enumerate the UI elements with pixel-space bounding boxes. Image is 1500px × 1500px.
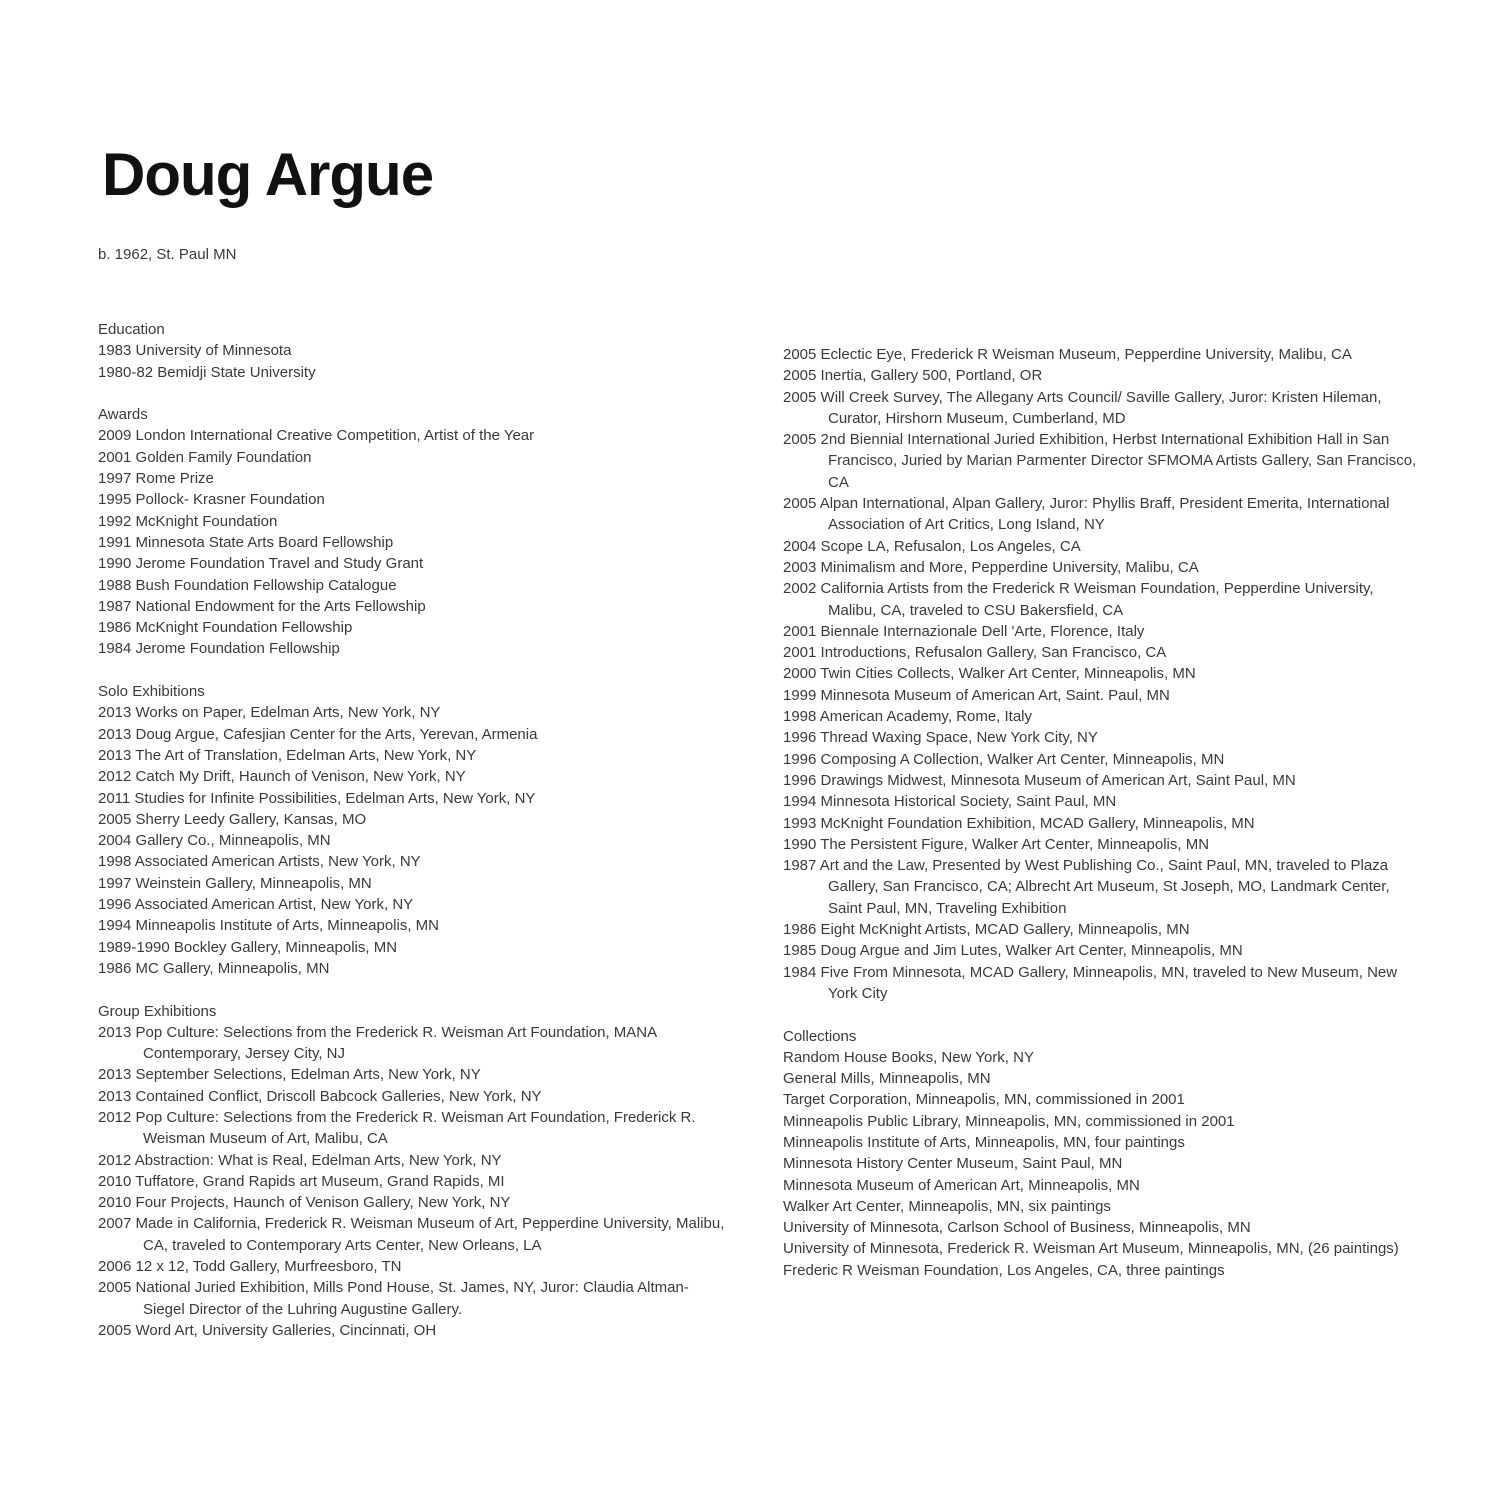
solo-exhibition-item: 1994 Minneapolis Institute of Arts, Minneapolis, MN [98, 917, 440, 935]
group-exhibition-item: 1996 Composing A Collection, Walker Art Center, Minneapolis, MN [783, 750, 1225, 768]
group-exhibition-item: 2006 12 x 12, Todd Gallery, Murfreesboro, TN [98, 1258, 402, 1276]
award-item: 1987 National Endowment for the Arts Fellowship [98, 597, 426, 615]
award-item: 1992 McKnight Foundation [98, 512, 278, 530]
group-exhibition-item: 2005 Alpan International, Alpan Gallery, Juror: Phyllis Braff, President Emerita, International Association of Art Critics, Long Island, NY [783, 495, 1390, 534]
award-item: 1995 Pollock- Krasner Foundation [98, 491, 325, 509]
group-exhibition-item: 2005 Will Creek Survey, The Allegany Arts Council/ Saville Gallery, Juror: Kristen Hileman, Curator, Hirshorn Museum, Cumberland, MD [783, 388, 1382, 427]
group-exhibition-item: 2005 Inertia, Gallery 500, Portland, OR [783, 367, 1043, 385]
solo-exhibitions-heading: Solo Exhibitions [98, 683, 205, 701]
page-title: Doug Argue [102, 141, 434, 208]
group-exhibition-item: 1984 Five From Minnesota, MCAD Gallery, Minneapolis, MN, traveled to New Museum, New York City [783, 963, 1398, 1002]
group-exhibition-item: 2012 Abstraction: What is Real, Edelman Arts, New York, NY [98, 1151, 502, 1169]
award-item: 1990 Jerome Foundation Travel and Study Grant [98, 555, 424, 573]
award-item: 1997 Rome Prize [98, 470, 214, 488]
group-exhibition-item: 1993 McKnight Foundation Exhibition, MCAD Gallery, Minneapolis, MN [783, 814, 1255, 832]
group-exhibitions-continued [783, 344, 1423, 1004]
group-exhibition-item: 2000 Twin Cities Collects, Walker Art Center, Minneapolis, MN [783, 665, 1196, 683]
group-exhibition-item: 1999 Minnesota Museum of American Art, Saint. Paul, MN [783, 686, 1170, 704]
collection-item: University of Minnesota, Frederick R. Weisman Art Museum, Minneapolis, MN, (26 paintings) [783, 1240, 1399, 1258]
solo-exhibition-item: 2012 Catch My Drift, Haunch of Venison, New York, NY [98, 768, 466, 786]
group-exhibition-item: 1987 Art and the Law, Presented by West Publishing Co., Saint Paul, MN, traveled to Plaza Gallery, San Francisco, CA; Albrecht Art Museum, St Joseph, MO, Landmark Center, Saint Paul, MN, Traveling Exhibition [783, 857, 1390, 917]
awards-section [98, 404, 728, 660]
solo-exhibition-item: 2011 Studies for Infinite Possibilities, Edelman Arts, New York, NY [98, 789, 536, 807]
group-exhibition-item: 2005 Eclectic Eye, Frederick R Weisman Museum, Pepperdine University, Malibu, CA [783, 346, 1352, 363]
left-column [98, 319, 728, 1341]
right-column [783, 344, 1423, 1281]
award-item: 2009 London International Creative Competition, Artist of the Year [98, 427, 535, 445]
solo-exhibition-item: 1996 Associated American Artist, New York, NY [98, 896, 414, 914]
group-exhibition-item: 2012 Pop Culture: Selections from the Frederick R. Weisman Art Foundation, Frederick R. Weisman Museum of Art, Malibu, CA [98, 1108, 696, 1148]
birth-info: b. 1962, St. Paul MN [98, 246, 237, 263]
group-exhibition-item: 2004 Scope LA, Refusalon, Los Angeles, CA [783, 537, 1081, 555]
collection-item: Minnesota Museum of American Art, Minneapolis, MN [783, 1176, 1140, 1194]
group-exhibition-item: 2013 Pop Culture: Selections from the Frederick R. Weisman Art Foundation, MANA Contemporary, Jersey City, NJ [98, 1023, 657, 1063]
group-exhibitions-section [98, 1001, 728, 1342]
collection-item: Minneapolis Institute of Arts, Minneapolis, MN, four paintings [783, 1133, 1185, 1151]
group-exhibition-item: 2005 National Juried Exhibition, Mills Pond House, St. James, NY, Juror: Claudia Altman-Siegel Director of the Luhring Augustine Gallery. [98, 1279, 689, 1318]
group-exhibition-item: 1996 Drawings Midwest, Minnesota Museum of American Art, Saint Paul, MN [783, 771, 1296, 789]
awards-heading: Awards [98, 406, 148, 424]
group-exhibition-item: 1994 Minnesota Historical Society, Saint Paul, MN [783, 793, 1117, 811]
collections-heading: Collections [783, 1027, 857, 1045]
award-item: 1991 Minnesota State Arts Board Fellowship [98, 533, 394, 551]
group-exhibition-item: 2005 2nd Biennial International Juried Exhibition, Herbst International Exhibition Hall in San Francisco, Juried by Marian Parmenter Director SFMOMA Artists Gallery, San Francisco, CA [783, 431, 1417, 491]
group-exhibition-item: 2013 September Selections, Edelman Arts, New York, NY [98, 1066, 481, 1084]
award-item: 1988 Bush Foundation Fellowship Catalogue [98, 576, 397, 594]
group-exhibitions-heading: Group Exhibitions [98, 1002, 217, 1020]
collection-item: General Mills, Minneapolis, MN [783, 1070, 991, 1088]
group-exhibition-item: 2010 Tuffatore, Grand Rapids art Museum, Grand Rapids, MI [98, 1172, 505, 1190]
solo-exhibition-item: 1986 MC Gallery, Minneapolis, MN [98, 959, 330, 977]
group-exhibition-item: 1986 Eight McKnight Artists, MCAD Gallery, Minneapolis, MN [783, 921, 1190, 939]
collection-item: Minnesota History Center Museum, Saint Paul, MN [783, 1155, 1123, 1173]
solo-exhibition-item: 2004 Gallery Co., Minneapolis, MN [98, 832, 331, 850]
collections-section [783, 1026, 1423, 1282]
award-item: 1984 Jerome Foundation Fellowship [98, 640, 340, 658]
collection-item: Walker Art Center, Minneapolis, MN, six paintings [783, 1197, 1111, 1215]
education-section [98, 319, 728, 383]
group-exhibition-item: 1996 Thread Waxing Space, New York City, NY [783, 729, 1098, 747]
group-exhibition-item: 1998 American Academy, Rome, Italy [783, 708, 1033, 726]
group-exhibition-item: 2005 Word Art, University Galleries, Cincinnati, OH [98, 1321, 437, 1339]
award-item: 1986 McKnight Foundation Fellowship [98, 619, 353, 637]
group-exhibition-item: 2013 Contained Conflict, Driscoll Babcock Galleries, New York, NY [98, 1087, 542, 1105]
solo-exhibition-item: 2013 Works on Paper, Edelman Arts, New York, NY [98, 704, 441, 722]
collections-list [783, 1047, 1423, 1281]
solo-exhibition-item: 2013 The Art of Translation, Edelman Arts, New York, NY [98, 746, 477, 764]
collection-item: Frederic R Weisman Foundation, Los Angeles, CA, three paintings [783, 1261, 1225, 1279]
group-exhibition-item: 2001 Introductions, Refusalon Gallery, San Francisco, CA [783, 644, 1167, 662]
solo-exhibitions-list [98, 702, 728, 979]
collection-item: Random House Books, New York, NY [783, 1048, 1034, 1066]
solo-exhibitions-section [98, 681, 728, 979]
solo-exhibition-item: 2013 Doug Argue, Cafesjian Center for the Arts, Yerevan, Armenia [98, 725, 538, 743]
education-list [98, 340, 728, 383]
group-exhibitions-list-part-1 [98, 1022, 728, 1341]
education-heading: Education [98, 321, 165, 338]
solo-exhibition-item: 1998 Associated American Artists, New York, NY [98, 853, 421, 871]
group-exhibition-item: 2002 California Artists from the Frederick R Weisman Foundation, Pepperdine University, Malibu, CA, traveled to CSU Bakersfield, CA [783, 580, 1374, 619]
group-exhibition-item: 2003 Minimalism and More, Pepperdine University, Malibu, CA [783, 558, 1199, 576]
group-exhibition-item: 2007 Made in California, Frederick R. Weisman Museum of Art, Pepperdine University, Malibu, CA, traveled to Contemporary Arts Center, New Orleans, LA [98, 1215, 725, 1254]
award-item: 2001 Golden Family Foundation [98, 448, 312, 466]
group-exhibition-item: 1985 Doug Argue and Jim Lutes, Walker Art Center, Minneapolis, MN [783, 942, 1243, 960]
group-exhibition-item: 2001 Biennale Internazionale Dell 'Arte, Florence, Italy [783, 622, 1145, 640]
group-exhibition-item: 1990 The Persistent Figure, Walker Art Center, Minneapolis, MN [783, 835, 1210, 853]
education-item: 1983 University of Minnesota [98, 342, 292, 360]
education-item: 1980-82 Bemidji State University [98, 363, 316, 381]
awards-list [98, 425, 728, 659]
group-exhibition-item: 2010 Four Projects, Haunch of Venison Gallery, New York, NY [98, 1194, 511, 1212]
collection-item: Minneapolis Public Library, Minneapolis, MN, commissioned in 2001 [783, 1112, 1235, 1130]
solo-exhibition-item: 1989-1990 Bockley Gallery, Minneapolis, MN [98, 938, 398, 956]
group-exhibitions-list-part-2 [783, 344, 1423, 1004]
collection-item: University of Minnesota, Carlson School of Business, Minneapolis, MN [783, 1219, 1251, 1237]
collection-item: Target Corporation, Minneapolis, MN, commissioned in 2001 [783, 1091, 1185, 1109]
solo-exhibition-item: 1997 Weinstein Gallery, Minneapolis, MN [98, 874, 372, 892]
solo-exhibition-item: 2005 Sherry Leedy Gallery, Kansas, MO [98, 810, 367, 828]
